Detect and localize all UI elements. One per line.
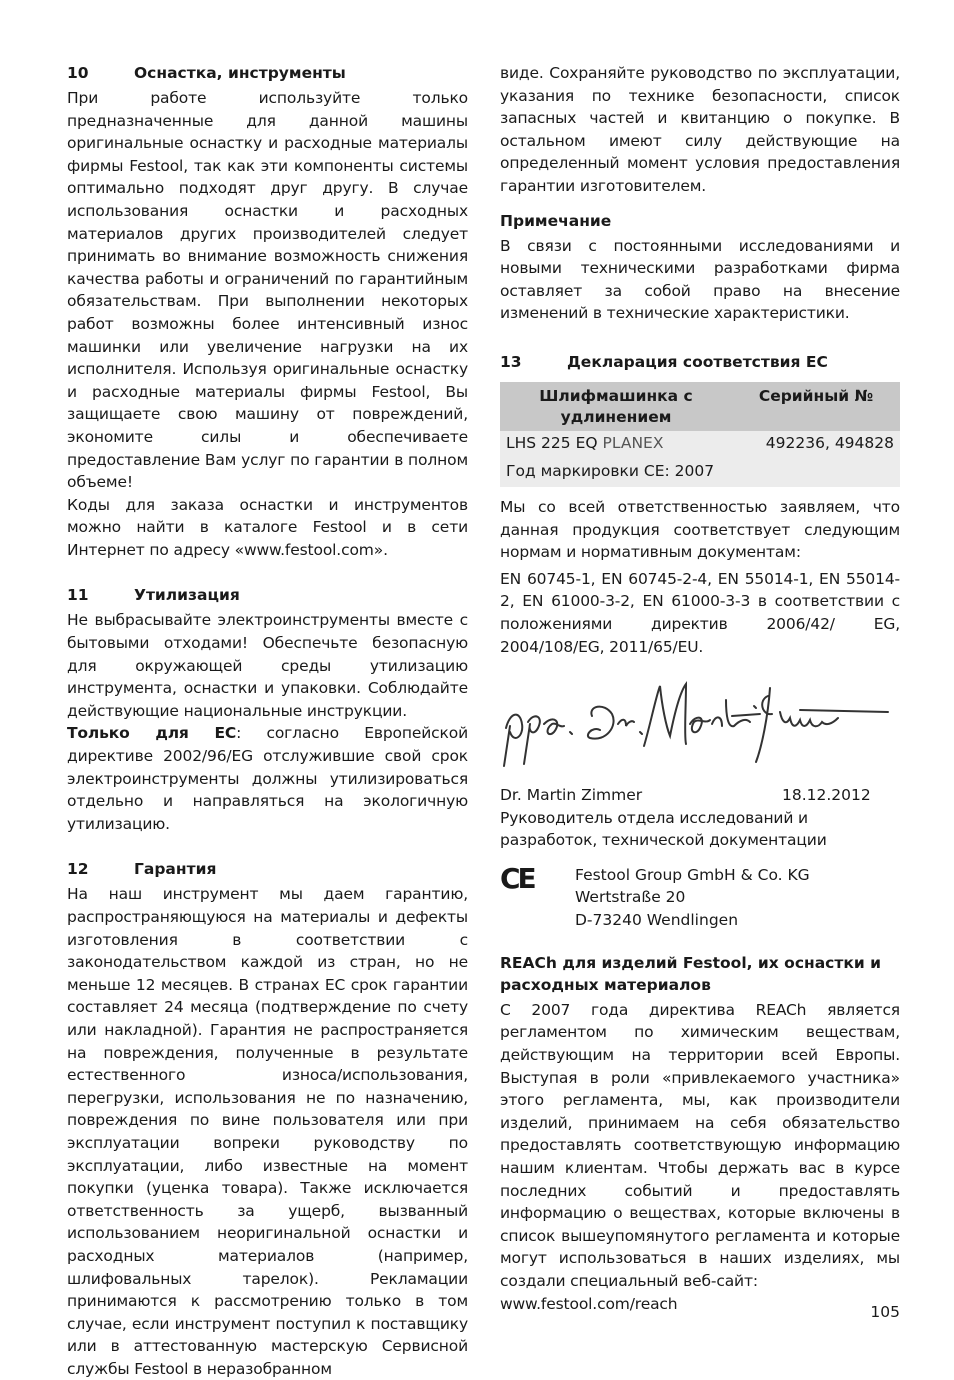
reach-url[interactable]: www.festool.com/reach <box>500 1294 678 1313</box>
table-header-product: Шлифмашинка с удлинением <box>500 382 732 431</box>
right-column <box>500 62 900 1315</box>
ce-mark-icon: CE <box>500 861 534 895</box>
eu-only-text: : согласно Европейской директиве 2002/96/EG отслужившие свой срок электроинструменты должны утилизироваться отдельно и направляться на экологичную утилизацию. <box>67 724 468 833</box>
signer-row <box>500 784 900 807</box>
note-heading <box>500 210 900 233</box>
section-number: 10 <box>67 64 89 82</box>
section-12-paragraph: На наш инструмент мы даем гарантию, распространяющуюся на материалы и дефекты изготовления в соответствии с законодательством каждой из стран, но не меньше 12 месяцев. В странах ЕС срок гарантии составляет 24 месяца (подтверждение по счету или накладной). Гарантия не распространяется на повреждения, полученные в результате естественного износа/использования, перегрузки, использования не по назначению, повреждения по вине пользователя или при эксплуатации вопреки руководству по эксплуатации, либо известные на момент покупки (уценка товара). Также исключается ответственность за ущерб, вызванный использованием неоригинальной оснастки и расходных материалов (например, шлифовальных тарелок). Рекламации принимаются к рассмотрению только в том случае, если инструмент поступил к поставщику или в аттестованную мастерскую Сервисной службы Festool в неразобранном <box>67 885 468 1378</box>
standards-paragraph: EN 60745-1, EN 60745-2-4, EN 55014-1, EN 55014-2, EN 61000-3-2, EN 61000-3-3 в соответствии с положениями директив 2006/42/ EG, 2004/108/EG, 2011/65/EU. <box>500 569 900 656</box>
reach-title: REACh для изделий Festool, их оснастки и расходных материалов <box>500 953 881 995</box>
signature <box>500 666 900 784</box>
company-block <box>500 861 900 932</box>
section-11-eu-paragraph <box>67 722 468 835</box>
declaration-paragraph: Мы со всей ответственностью заявляем, что данная продукция соответствует следующим нормам и нормативным документам: <box>500 497 900 562</box>
signature-image <box>500 666 900 784</box>
section-10-heading <box>67 62 468 85</box>
section-number: 13 <box>500 352 522 371</box>
company-city: D-73240 Wendlingen <box>575 911 739 930</box>
signer-name: Dr. Martin Zimmer <box>500 786 643 805</box>
note-paragraph: В связи с постоянными исследованиями и новыми техническими разработками фирма оставляет за собой право на внесение изменений в технические характеристики. <box>500 236 900 323</box>
section-13-heading <box>500 351 900 374</box>
table-cell-serial: 492236, 494828 <box>732 431 900 459</box>
company-street: Wertstraße 20 <box>575 888 686 907</box>
section-title: Утилизация <box>134 586 240 605</box>
section-10-paragraph: При работе используйте только предназначенные для данной машины оригинальные оснастку и расходные материалы фирмы Festool, так как эти компоненты системы оптимально подходят друг другу. В случае использования оснастки и расходных материалов других производителей следует принимать во внимание возможность снижения качества работы и ограничений по гарантийным обязательствам. При выполнении некоторых работ возможны более интенсивный износ машинки или увеличение нагрузки на их исполнителя. Используя оригинальные оснастку и расходные материалы фирмы Festool, Вы защищаете свою машину от повреждений, экономите силы и обеспечиваете предоставление Вам услуг по гарантии в полном объеме! <box>67 89 468 492</box>
section-number: 11 <box>67 586 89 605</box>
section-number: 12 <box>67 860 89 879</box>
section-11-heading <box>67 584 468 607</box>
declaration-table <box>500 382 900 487</box>
left-column <box>67 62 468 1380</box>
eu-only-label: Только для ЕС <box>67 724 237 743</box>
table-header-serial: Серийный № <box>732 382 900 431</box>
section-12-paragraph-continued: виде. Сохраняйте руководство по эксплуатации, указания по технике безопасности, список запасных частей и квитанцию о покупке. В остальном имеют силу действующие на определенный момент условия предоставления гарантии изготовителем. <box>500 64 900 195</box>
reach-paragraph: С 2007 года директива REACh является регламентом по химическим веществам, действующим на территории всей Европы. Выступая в роли «привлекаемого участника» этого регламента, мы, как производители изделий, принимаем на себя обязательство предоставлять соответствующую информацию нашим клиентам. Чтобы держать вас в курсе последних событий и предоставлять информацию о веществах, которые включены в список вышеупомянутого регламента и которые могут использоваться в наших изделиях, мы создали специальный веб-сайт: <box>500 1000 900 1290</box>
section-title: Гарантия <box>134 860 217 879</box>
reach-heading <box>500 952 900 997</box>
section-title: Оснастка, инструменты <box>134 64 346 82</box>
table-cell-ce-year: Год маркировки CE: 2007 <box>500 459 900 487</box>
section-11-paragraph: Не выбрасывайте электроинструменты вместе с бытовыми отходами! Обеспечьте безопасную для окружающей среды утилизацию инструмента, оснастки и упаковки. Соблюдайте действующие национальные инструкции. <box>67 611 468 720</box>
section-12-heading <box>67 858 468 881</box>
table-cell-model <box>500 431 732 459</box>
model-name: LHS 225 EQ <box>506 433 598 452</box>
model-suffix: PLANEX <box>602 433 664 452</box>
company-name: Festool Group GmbH & Co. KG <box>575 865 810 884</box>
signer-role: Руководитель отдела исследований и разработок, технической документации <box>500 808 827 850</box>
section-title: Декларация соответствия ЕС <box>567 352 828 371</box>
company-address <box>575 864 810 932</box>
note-title: Примечание <box>500 211 612 230</box>
page-number: 105 <box>870 1303 900 1321</box>
section-10-paragraph-catalog: Коды для заказа оснастки и инструментов можно найти в каталоге Festool и в сети Интернет по адресу «www.festool.com». <box>67 495 468 559</box>
signature-date: 18.12.2012 <box>782 786 871 805</box>
